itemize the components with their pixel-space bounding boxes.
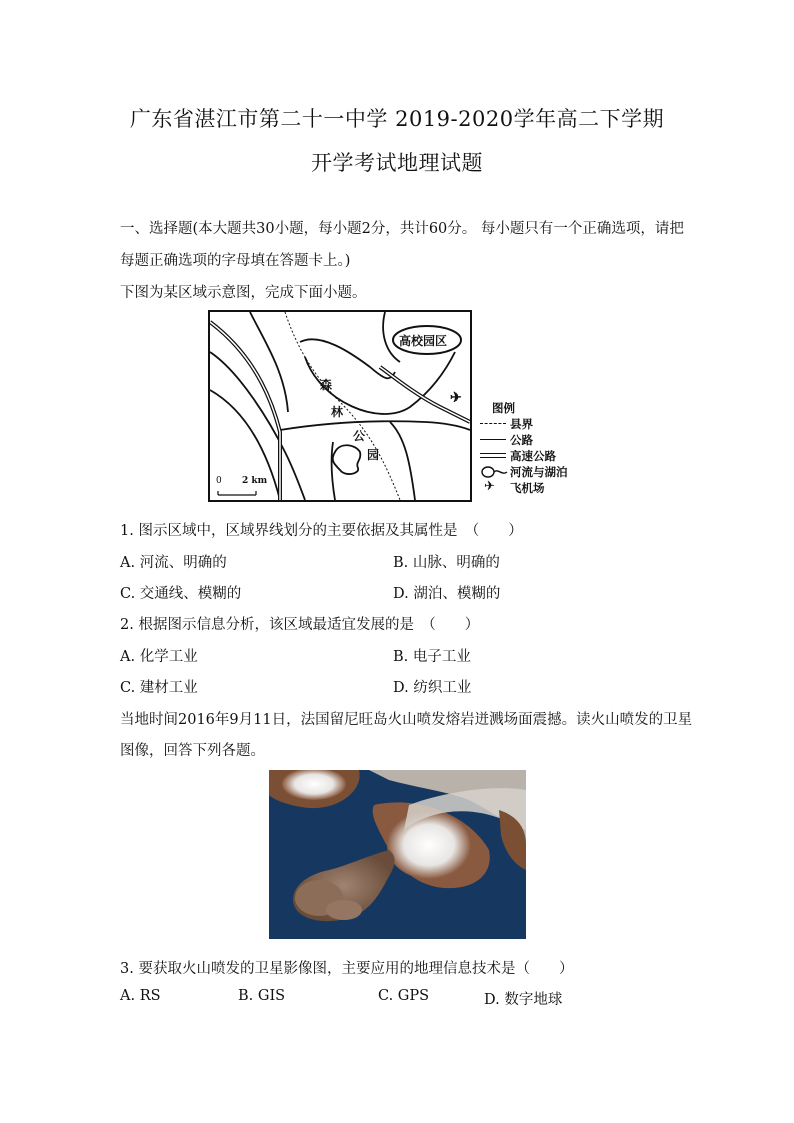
q3-option-d: D. 数字地球 — [484, 992, 563, 1008]
legend-title: 图例 — [492, 401, 515, 415]
river-lake-symbol — [480, 464, 508, 480]
q1-option-d: D. 湖泊、模糊的 — [393, 586, 501, 602]
q2-option-b: B. 电子工业 — [393, 649, 471, 665]
region-map — [208, 310, 472, 502]
scale-zero: 0 — [216, 476, 222, 486]
q3-option-c: C. GPS — [378, 988, 430, 1004]
legend-river: 河流与湖泊 — [478, 464, 588, 480]
road-line — [300, 339, 395, 378]
park-label-2: 园 — [367, 448, 380, 462]
question-1: 1. 图示区域中，区域界线划分的主要依据及其属性是 （ ） — [120, 523, 523, 539]
airplane-icon: ✈ — [484, 479, 495, 494]
park-label-1: 公 — [353, 429, 366, 443]
section-heading: 一、选择题(本大题共30小题，每小题2分，共计60分。 每小题只有一个正确选项，请把 — [120, 221, 684, 237]
q3-option-a: A. RS — [120, 988, 161, 1004]
q1-option-b: B. 山脉、明确的 — [393, 555, 500, 571]
legend-highway: 高速公路 — [478, 448, 588, 464]
lake-shape — [333, 445, 361, 474]
question-2: 2. 根据图示信息分析，该区域最适宜发展的是 （ ） — [120, 617, 480, 633]
q2-option-a: A. 化学工业 — [120, 649, 198, 665]
q2-option-d: D. 纺织工业 — [393, 680, 472, 696]
section-heading-cont: 每题正确选项的字母填在答题卡上。) — [120, 253, 351, 269]
forest-label-2: 林 — [331, 405, 344, 419]
road-line — [280, 421, 470, 430]
legend-airport: ✈ 飞机场 — [484, 479, 545, 495]
airplane-icon: ✈ — [450, 390, 462, 406]
legend-road: 公路 — [478, 432, 588, 448]
volcano-intro-cont: 图像，回答下列各题。 — [120, 743, 265, 759]
doc-title-line2: 开学考试地理试题 — [311, 151, 483, 175]
q1-option-c: C. 交通线、模糊的 — [120, 586, 242, 602]
scale-2km: 2 km — [242, 476, 268, 486]
question-3: 3. 要获取火山喷发的卫星影像图，主要应用的地理信息技术是（ ） — [120, 961, 574, 977]
q3-option-b: B. GIS — [238, 988, 286, 1004]
road-line — [390, 422, 415, 500]
map-intro: 下图为某区域示意图，完成下面小题。 — [120, 285, 367, 301]
county-line-symbol — [480, 423, 506, 424]
map-legend — [478, 400, 588, 500]
campus-label: 高校园区 — [399, 334, 448, 348]
highway-line-symbol — [480, 453, 506, 458]
legend-county: 县界 — [478, 416, 588, 432]
satellite-image-drawing — [269, 770, 526, 939]
scale-bar — [216, 476, 371, 494]
scale-bar-line — [216, 485, 266, 497]
q2-option-c: C. 建材工业 — [120, 680, 198, 696]
doc-title-line1: 广东省湛江市第二十一中学 2019-2020学年高二下学期 — [129, 107, 665, 131]
volcano-satellite-image — [269, 770, 526, 939]
q1-option-a: A. 河流、明确的 — [120, 555, 227, 571]
volcano-intro: 当地时间2016年9月11日，法国留尼旺岛火山喷发熔岩迸溅场面震撼。读火山喷发的卫星 — [120, 712, 693, 728]
forest-label-1: 森 — [320, 378, 333, 392]
road-line-symbol — [480, 439, 506, 440]
